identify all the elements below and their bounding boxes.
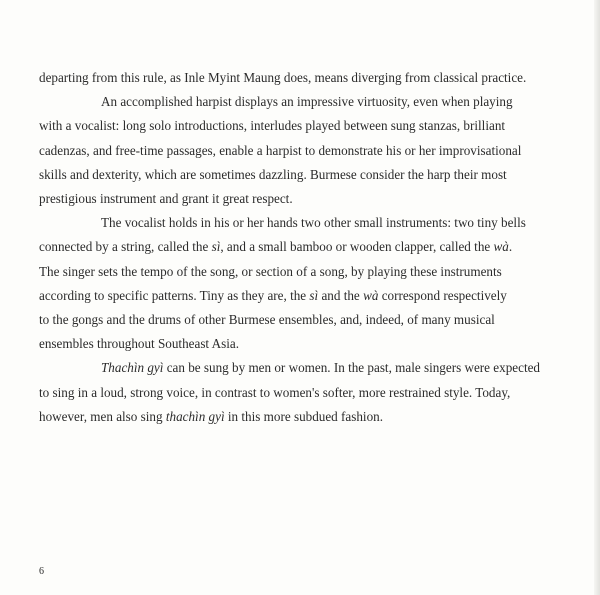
paragraph-3-line-1: The vocalist holds in his or her hands two other small instruments: two tiny bells <box>101 215 526 231</box>
body-text <box>39 66 560 429</box>
term-thachin-gyi: Thachìn gyì <box>101 360 164 376</box>
paragraph-2-line-5: prestigious instrument and grant it great respect. <box>39 191 293 207</box>
term-si: sì <box>211 239 221 255</box>
paragraph-2-line-4: skills and dexterity, which are sometimes dazzling. Burmese consider the harp their most <box>39 166 507 182</box>
term-wa: wà <box>363 287 379 303</box>
paragraph-4-line-1: Thachìn gyì can be sung by men or women. In the past, male singers were expected <box>101 360 540 376</box>
paragraph-3-line-5: to the gongs and the drums of other Burmese ensembles, and, indeed, of many musical <box>39 312 495 328</box>
paragraph-2-line-2: with a vocalist: long solo introductions, interludes played between sung stanzas, brilliant <box>39 118 506 134</box>
term-wa: wà <box>493 239 509 255</box>
paragraph-4-line-3: however, men also sing thachìn gyì in this more subdued fashion. <box>39 408 384 424</box>
paragraph-2-line-3: cadenzas, and free-time passages, enable a harpist to demonstrate his or her improvisational <box>39 142 522 158</box>
paragraph-3-line-4: according to specific patterns. Tiny as they are, the sì and the wà correspond respectively <box>39 287 507 303</box>
paragraph-2-line-1: An accomplished harpist displays an impressive virtuosity, even when playing <box>101 94 513 110</box>
paragraph-3-line-3: The singer sets the tempo of the song, or section of a song, by playing these instruments <box>39 263 502 279</box>
term-si: sì <box>309 287 319 303</box>
paragraph-1-line-1: departing from this rule, as Inle Myint Maung does, means diverging from classical practice. <box>39 70 527 85</box>
paragraph-4-line-2: to sing in a loud, strong voice, in contrast to women's softer, more restrained style. Today, <box>39 384 511 400</box>
paragraph-3-line-6: ensembles throughout Southeast Asia. <box>39 336 240 352</box>
page-edge-shadow <box>594 0 600 595</box>
page-number: 6 <box>39 566 44 577</box>
term-thachin-gyi: thachìn gyì <box>165 408 225 424</box>
paragraph-3-line-2: connected by a string, called the sì, and a small bamboo or wooden clapper, called the wà. <box>39 239 513 255</box>
